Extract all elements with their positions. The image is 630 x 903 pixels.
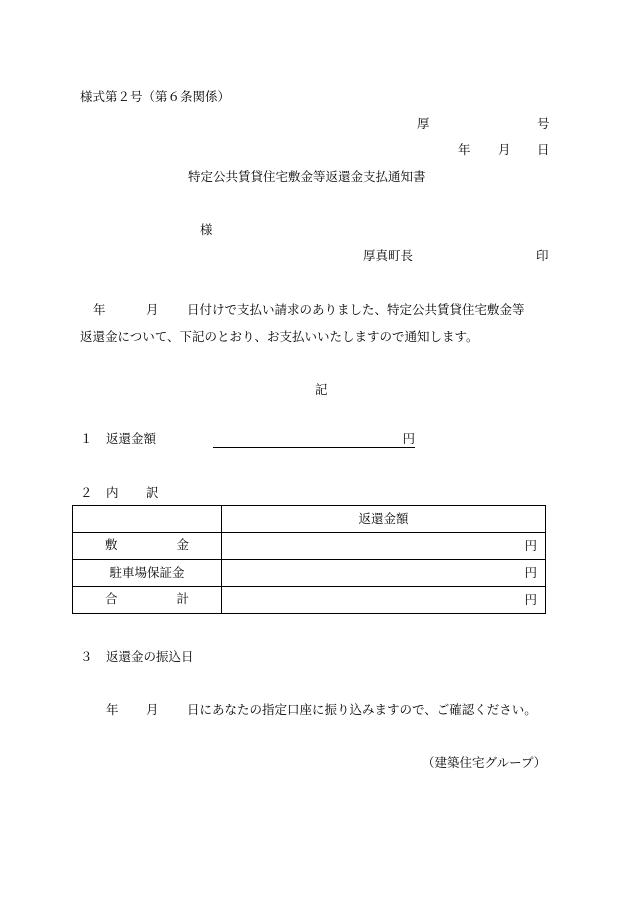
row-label-deposit-b: 金: [176, 536, 189, 552]
table-header-amount: 返還金額: [222, 506, 546, 533]
row-amount-parking: 円: [222, 560, 546, 587]
section3-label: 返還金の振込日: [106, 649, 194, 664]
body-year: 年: [93, 302, 106, 317]
row-amount-total: 円: [222, 587, 546, 614]
table-header-blank: [73, 506, 222, 533]
section1-number: １: [80, 431, 93, 446]
section1-label: 返還金額: [106, 431, 157, 446]
recipient-suffix: 様: [200, 222, 213, 237]
issuer-name: 厚真町長: [363, 248, 414, 263]
transfer-month: 月: [146, 702, 159, 717]
body-line2: 返還金について、下記のとおり、お支払いいたしますので通知します。: [80, 329, 479, 344]
refund-amount-field: [213, 433, 415, 448]
ki-heading: 記: [315, 382, 328, 397]
table-row-total: [73, 587, 546, 614]
transfer-year: 年: [106, 702, 119, 717]
form-number: 様式第２号（第６条関係）: [80, 89, 231, 104]
section2-label-a: 内: [106, 485, 119, 500]
date-day: 日: [537, 142, 550, 157]
section3-number: ３: [80, 649, 93, 664]
table-row-parking: [73, 560, 546, 587]
row-label-deposit-a: 敷: [105, 536, 118, 552]
date-month: 月: [498, 142, 511, 157]
section2-label-b: 訳: [146, 485, 159, 500]
seal-mark: 印: [536, 248, 549, 263]
table-row-deposit: [73, 533, 546, 560]
body-month: 月: [146, 302, 159, 317]
doc-number-suffix: 号: [537, 116, 550, 131]
section2-number: ２: [80, 485, 93, 500]
department-footer: （建築住宅グループ）: [422, 755, 547, 770]
transfer-text: 日にあなたの指定口座に振り込みますので、ご確認ください。: [187, 702, 537, 717]
row-label-total-a: 合: [105, 590, 118, 606]
breakdown-table: [72, 505, 546, 614]
date-year: 年: [458, 142, 471, 157]
body-line1: 日付けで支払い請求のありました、特定公共賃貸住宅敷金等: [187, 302, 525, 317]
row-label-deposit: [73, 533, 222, 560]
table-header-row: [73, 506, 546, 533]
row-amount-deposit: 円: [222, 533, 546, 560]
row-label-total: [73, 587, 222, 614]
row-label-parking: 駐車場保証金: [73, 560, 222, 587]
refund-amount-unit: 円: [402, 431, 415, 446]
document-title: 特定公共賃貸住宅敷金等返還金支払通知書: [188, 169, 426, 184]
doc-number-prefix: 厚: [417, 116, 430, 131]
row-label-total-b: 計: [176, 590, 189, 606]
